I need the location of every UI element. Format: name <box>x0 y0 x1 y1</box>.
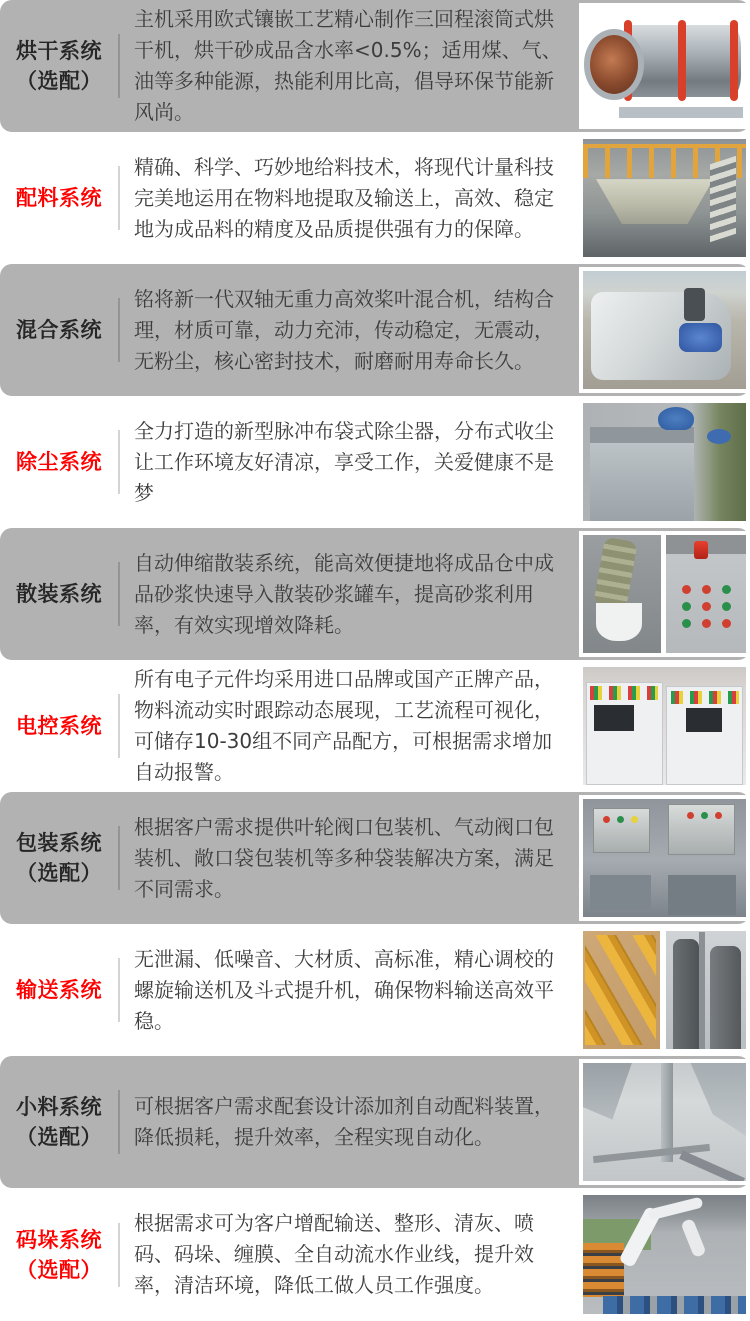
photo-frame <box>579 663 750 789</box>
system-label-drying <box>0 36 118 96</box>
system-row-palletizing <box>0 1188 750 1321</box>
mixer-motor <box>684 288 705 321</box>
system-label-text: 散装系统 <box>16 582 102 606</box>
screw-conveyor-photo <box>583 931 746 1049</box>
system-label-optional: （选配） <box>16 69 102 93</box>
control-console-photo <box>583 667 746 785</box>
system-row-conveying <box>0 924 750 1056</box>
system-label-dust <box>0 447 118 477</box>
loading-cone <box>596 603 642 641</box>
yellow-screw-conveyors <box>585 935 657 1046</box>
monitor-screen <box>594 705 633 731</box>
photo-frame <box>579 3 750 129</box>
alarm-beacon <box>694 541 709 559</box>
system-label-electric <box>0 711 118 741</box>
system-row-packing <box>0 792 750 924</box>
photo-frame <box>579 399 750 525</box>
dryer-red-ring <box>730 20 738 101</box>
dust-collector-body <box>590 427 694 521</box>
system-label-text: 小料系统 <box>16 1095 102 1119</box>
system-description: 可根据客户需求配套设计添加剂自动配料装置，降低损耗，提升效率，全程实现自动化。 <box>134 1094 554 1149</box>
photo-frame <box>579 135 750 261</box>
monitor-screen <box>686 708 722 732</box>
system-description: 根据需求可为客户增配输送、整形、清灰、喷码、码垛、缠膜、全自动流水作业线，提升效率，清洁环境，降低工做人员工作强度。 <box>134 1211 534 1297</box>
system-label-text: 包装系统 <box>16 831 102 855</box>
paddle-mixer-photo <box>583 271 746 389</box>
system-row-bulk-loading <box>0 528 750 660</box>
dust-collector-fan <box>707 429 731 444</box>
robot-arm <box>681 1218 707 1258</box>
photo-frame <box>579 531 750 657</box>
bulk-loader-photo <box>583 535 746 653</box>
batching-hopper <box>596 179 713 224</box>
system-description: 自动伸缩散装系统，能高效便捷地将成品仓中成品砂浆快速导入散装砂浆罐车，提高砂浆利用率，有效实现增效降耗。 <box>134 550 554 637</box>
system-row-batching <box>0 132 750 264</box>
system-label-text: 配料系统 <box>16 186 102 210</box>
system-label-mixing <box>0 315 118 345</box>
photo-frame <box>579 927 750 1053</box>
robot-arm <box>648 1197 704 1221</box>
packer-buttons <box>603 816 610 823</box>
system-label-conveying <box>0 975 118 1005</box>
system-label-batching <box>0 183 118 213</box>
dosing-conveyor <box>679 1151 745 1181</box>
dryer-red-ring <box>678 20 686 101</box>
system-label-palletizing <box>0 1225 118 1285</box>
photo-frame <box>579 795 750 921</box>
system-label-additive <box>0 1092 118 1152</box>
blue-pallets <box>603 1296 746 1314</box>
system-label-text: 混合系统 <box>16 318 102 342</box>
dosing-hopper <box>583 1063 632 1120</box>
system-row-additive <box>0 1056 750 1188</box>
photo-frame <box>579 1059 750 1185</box>
palletizer-robot-photo <box>583 1195 746 1314</box>
packer-control-head <box>593 808 650 852</box>
packing-machine-photo <box>583 799 746 917</box>
system-description: 全力打造的新型脉冲布袋式除尘器，分布式收尘让工作环境友好清凉，享受工作，关爱健康不是梦 <box>134 418 554 505</box>
additive-dosing-photo <box>583 1063 746 1181</box>
system-label-bulk <box>0 579 118 609</box>
access-stair <box>710 156 736 242</box>
mimic-panel-lights <box>671 691 739 704</box>
system-label-text: 码垛系统 <box>16 1227 102 1252</box>
system-row-drying <box>0 0 750 132</box>
packer-control-head <box>668 804 735 856</box>
system-description: 根据客户需求提供叶轮阀口包装机、气动阀口包装机、敞口袋包装机等多种袋装解决方案，满足不同需求。 <box>134 814 554 901</box>
mixer-gearbox <box>679 323 721 353</box>
dryer-base <box>619 107 743 118</box>
system-label-text: 烘干系统 <box>16 39 102 63</box>
system-description: 主机采用欧式镶嵌工艺精心制作三回程滚筒式烘干机，烘干砂成品含水率<0.5%；适用煤、气、油等多种能源，热能利用比高，倡导环保节能新风尚。 <box>134 7 562 124</box>
system-description: 所有电子元件均采用进口品牌或国产正牌产品，物料流动实时跟踪动态展现，工艺流程可视化，可储存10-30组不同产品配方，可根据需求增加自动报警。 <box>134 667 554 784</box>
dosing-hopper <box>691 1063 746 1136</box>
system-label-text: 除尘系统 <box>16 450 102 474</box>
system-row-dust-removal <box>0 396 750 528</box>
photo-frame <box>579 1191 750 1318</box>
batching-system-photo <box>583 139 746 257</box>
mimic-panel-lights <box>590 686 658 700</box>
system-row-mixing <box>0 264 750 396</box>
storage-silo <box>710 946 741 1049</box>
photo-frame <box>579 267 750 393</box>
system-label-text: 输送系统 <box>16 978 102 1002</box>
control-buttons <box>682 585 691 594</box>
system-description: 铭将新一代双轴无重力高效桨叶混合机，结构合理，材质可靠，动力充沛，传动稳定，无震动，无粉尘，核心密封技术，耐磨耐用寿命长久。 <box>134 286 554 373</box>
packer-bin <box>668 875 736 915</box>
system-row-electric-control <box>0 660 750 792</box>
system-description: 无泄漏、低噪音、大材质、高标准，精心调校的螺旋输送机及斗式提升机，确保物料输送高效平稳。 <box>134 946 554 1033</box>
system-label-packing <box>0 828 118 888</box>
system-label-optional: （选配） <box>16 1125 102 1149</box>
packer-bin <box>590 875 652 910</box>
storage-silo <box>673 939 699 1049</box>
rotary-drum-dryer-photo <box>583 7 746 125</box>
system-label-optional: （选配） <box>16 1257 102 1282</box>
bag-stack <box>583 1243 624 1298</box>
dust-collector-fan <box>658 407 694 431</box>
system-label-text: 电控系统 <box>16 714 102 738</box>
system-description: 精确、科学、巧妙地给料技术，将现代计量科技完美地运用在物料地提取及输送上，高效、稳定地为成品料的精度及品质提供强有力的保障。 <box>134 154 554 241</box>
system-label-optional: （选配） <box>16 861 102 885</box>
bucket-elevator <box>699 932 706 1049</box>
dust-collector-photo <box>583 403 746 521</box>
